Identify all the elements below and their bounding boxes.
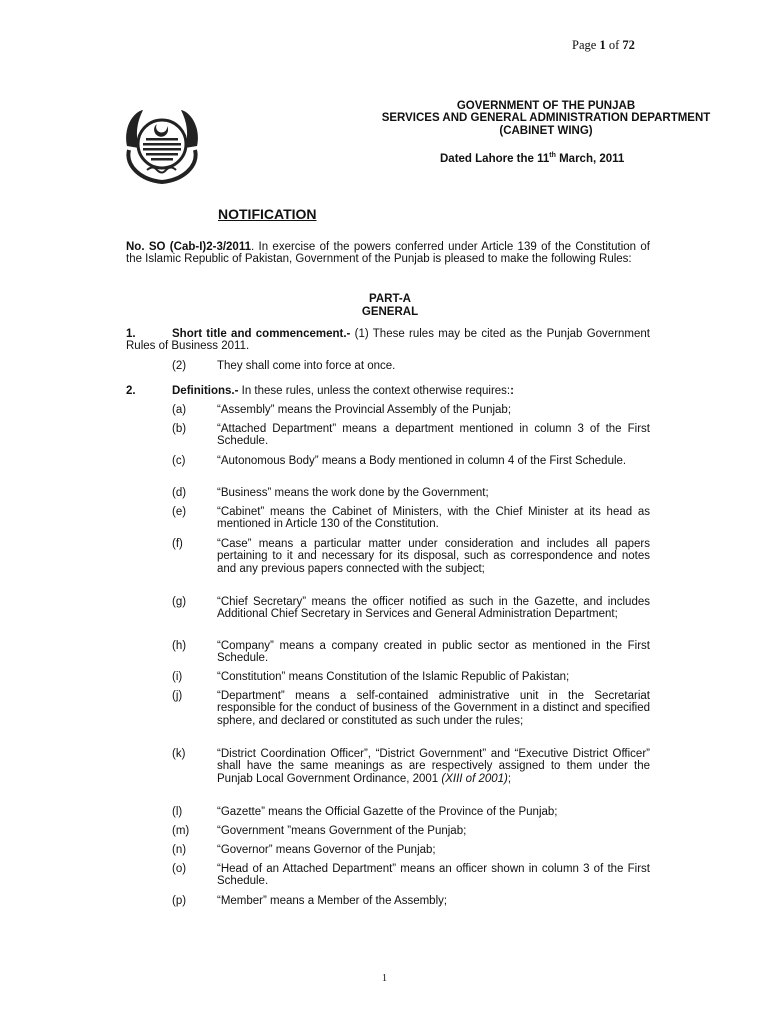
department-header [350, 100, 742, 137]
part-heading: PART-A GENERAL [361, 293, 419, 318]
definition-text: “Cabinet” means the Cabinet of Ministers, with the Chief Minister at its head as mentioned in Article 130 of the Constitution. [217, 506, 650, 531]
definition-label: (b) [172, 423, 187, 435]
definition-text: “Case” means a particular matter under consideration and includes all papers pertaining to it and necessary for its disposal, such as correspondence and notes and any previous papers connected with the subject; [217, 538, 650, 575]
definition-text: “Governor” means Governor of the Punjab; [217, 844, 436, 856]
definition-text: “Assembly” means the Provincial Assembly of the Punjab; [217, 404, 512, 416]
notification-number: No. SO (Cab-I)2-3/2011 [126, 241, 251, 253]
definition-text: “Gazette” means the Official Gazette of the Province of the Punjab; [217, 806, 558, 818]
definition-text: “Constitution” means Constitution of the Islamic Republic of Pakistan; [217, 671, 570, 683]
definition-text: “Autonomous Body” means a Body mentioned in column 4 of the First Schedule. [217, 455, 627, 467]
definition-label: (a) [172, 404, 187, 416]
definition-label: (j) [172, 690, 183, 702]
rule-1-number: 1. [126, 328, 136, 340]
dated-line: Dated Lahore the 11th March, 2011 [440, 152, 625, 165]
definition-text: “Member” means a Member of the Assembly; [217, 895, 448, 907]
definition-label: (k) [172, 748, 186, 760]
definition-text: “Chief Secretary” means the officer notified as such in the Gazette, and includes Additional Chief Secretary in Services and General Administration Department; [217, 596, 650, 621]
footer-page-number: 1 [382, 973, 387, 984]
definition-text: “District Coordination Officer”, “District Government” and “Executive District Officer” shall have the same meanings as are respectively assigned to them under the Punjab Local Government Ordinance, 2001 (XIII of 2001); [217, 748, 650, 785]
definition-label: (d) [172, 487, 187, 499]
definition-text: “Government ”means Government of the Punjab; [217, 825, 467, 837]
rule-2-number: 2. [126, 385, 136, 397]
definition-text: “Department” means a self-contained administrative unit in the Secretariat responsible for the conduct of business of the Government in a distinct and specified sphere, and declared or constituted as such under the rules; [217, 690, 650, 727]
header-department: SERVICES AND GENERAL ADMINISTRATION DEPARTMENT [381, 112, 711, 125]
definition-label: (g) [172, 596, 187, 608]
definition-label: (o) [172, 863, 187, 875]
rule-1-sub-text: They shall come into force at once. [217, 360, 396, 372]
definition-label: (l) [172, 806, 183, 818]
definition-label: (n) [172, 844, 187, 856]
definition-label: (c) [172, 455, 186, 467]
definition-label: (m) [172, 825, 190, 837]
definition-label: (e) [172, 506, 187, 518]
rule-1-sub-label: (2) [172, 360, 187, 372]
definition-label: (p) [172, 895, 187, 907]
definition-text: “Business” means the work done by the Government; [217, 487, 489, 499]
header-government: GOVERNMENT OF THE PUNJAB [456, 100, 636, 112]
definition-label: (f) [172, 538, 183, 550]
definition-text: “Attached Department” means a department mentioned in column 3 of the First Schedule. [217, 423, 650, 448]
rule-1-text: Short title and commencement.- (1) These rules may be cited as the Punjab Government Rules of Business 2011. [126, 328, 650, 353]
header-wing: (CABINET WING) [499, 124, 593, 137]
definition-label: (h) [172, 640, 187, 652]
intro-paragraph: No. SO (Cab-I)2-3/2011. In exercise of the powers conferred under Article 139 of the Constitution of the Islamic Republic of Pakistan, Government of the Punjab is pleased to make the following Rules: [126, 241, 650, 266]
definition-text: “Head of an Attached Department” means an officer shown in column 3 of the First Schedule. [217, 863, 650, 888]
punjab-emblem-logo [119, 106, 205, 186]
page-counter: Page 1 of 72 [572, 38, 635, 52]
definition-label: (i) [172, 671, 183, 683]
notification-title: NOTIFICATION [218, 206, 317, 222]
rule-2-text: Definitions.- In these rules, unless the context otherwise requires:: [172, 385, 514, 397]
definition-text: “Company” means a company created in public sector as mentioned in the First Schedule. [217, 640, 650, 665]
